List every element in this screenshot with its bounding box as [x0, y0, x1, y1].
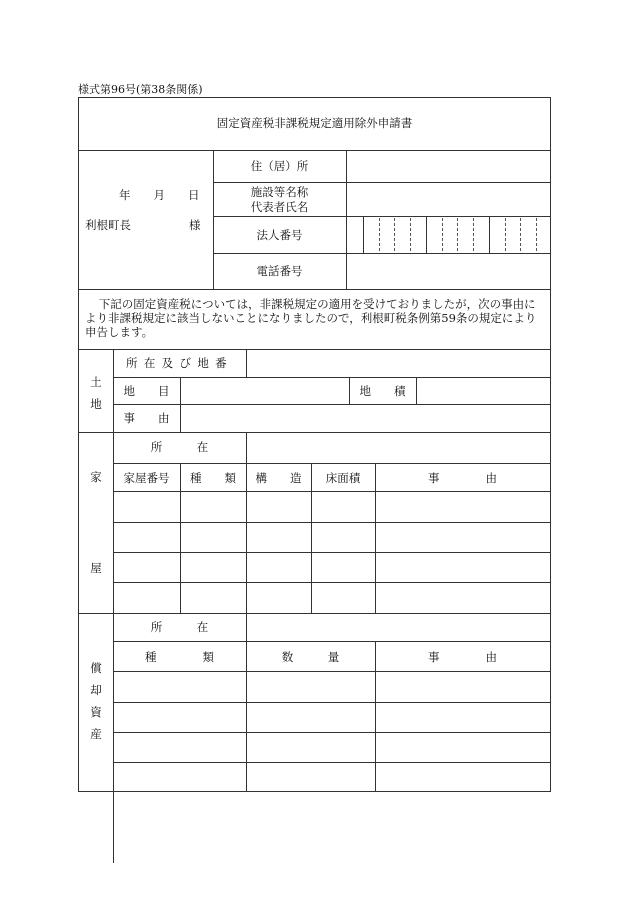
divider	[113, 641, 550, 642]
phone-label: 電話番号	[256, 264, 303, 278]
digit-separator	[379, 218, 380, 251]
recipient: 利根町長	[85, 218, 131, 232]
divider	[246, 432, 247, 463]
facility-representative-field[interactable]	[347, 183, 550, 216]
house-number-header: 家屋番号	[123, 471, 170, 485]
digit-separator	[536, 218, 537, 251]
digit-separator	[410, 218, 411, 251]
divider	[79, 432, 550, 433]
depreciable-quantity-header: 数 量	[281, 650, 340, 664]
land-section-label: 土 地	[90, 375, 102, 411]
divider	[375, 641, 376, 791]
depreciable-section-label: 償 却 資 産	[90, 661, 102, 741]
divider	[311, 463, 312, 613]
divider	[113, 552, 550, 553]
house-section-label-bottom: 屋	[90, 561, 102, 575]
divider	[246, 613, 247, 641]
divider	[246, 641, 247, 791]
divider	[375, 463, 376, 613]
divider	[426, 216, 427, 253]
divider	[113, 732, 550, 733]
digit-separator	[442, 218, 443, 251]
land-area-label: 地 積	[359, 384, 406, 398]
facility-name-label: 施設等名称	[250, 185, 309, 199]
divider	[246, 463, 247, 613]
divider	[213, 216, 550, 217]
date-field[interactable]: 年 月 日	[119, 188, 200, 202]
divider	[113, 702, 550, 703]
divider	[79, 613, 550, 614]
divider	[489, 216, 490, 253]
house-floor-area-header: 床面積	[325, 471, 361, 485]
digit-separator	[505, 218, 506, 251]
corp-number-label: 法人番号	[256, 228, 303, 242]
digit-separator	[520, 218, 521, 251]
statement-text: 下記の固定資産税については，非課税規定の適用を受けておりましたが，次の事由により非課税規定に該当しないことになりましたので，利根町税条例第59条の規定により申告します。	[85, 297, 537, 339]
divider	[416, 377, 417, 404]
divider	[113, 377, 550, 378]
form-reference: 様式第96号(第38条関係)	[78, 83, 203, 96]
representative-label: 代表者氏名	[250, 200, 309, 214]
divider	[246, 349, 247, 377]
divider	[113, 762, 550, 763]
land-reason-label: 事 由	[123, 411, 170, 425]
divider	[180, 377, 181, 432]
divider	[113, 582, 550, 583]
house-type-header: 種 類	[190, 471, 236, 485]
form-title: 固定資産税非課税規定適用除外申請書	[216, 116, 413, 130]
digit-separator	[457, 218, 458, 251]
divider	[79, 349, 550, 350]
divider	[113, 522, 550, 523]
honorific: 様	[189, 218, 201, 232]
divider	[113, 491, 550, 492]
land-category-label: 地 目	[123, 384, 170, 398]
divider	[113, 349, 114, 863]
depreciable-reason-header: 事 由	[428, 650, 497, 664]
application-form	[78, 97, 551, 792]
divider	[113, 404, 550, 405]
divider	[113, 463, 550, 464]
house-location-label: 所 在	[150, 440, 209, 454]
divider	[363, 216, 364, 253]
depreciable-location-label: 所 在	[150, 620, 209, 634]
digit-separator	[473, 218, 474, 251]
digit-separator	[394, 218, 395, 251]
address-label: 住（居）所	[250, 159, 309, 173]
divider	[180, 463, 181, 613]
divider	[79, 289, 550, 290]
depreciable-type-header: 種 類	[145, 650, 214, 664]
phone-field[interactable]	[347, 254, 550, 289]
land-location-label: 所在及び地番	[126, 356, 233, 370]
address-field[interactable]	[347, 151, 550, 182]
house-structure-header: 構 造	[255, 471, 302, 485]
divider	[113, 671, 550, 672]
house-section-label-top: 家	[90, 470, 102, 484]
house-reason-header: 事 由	[428, 471, 497, 485]
